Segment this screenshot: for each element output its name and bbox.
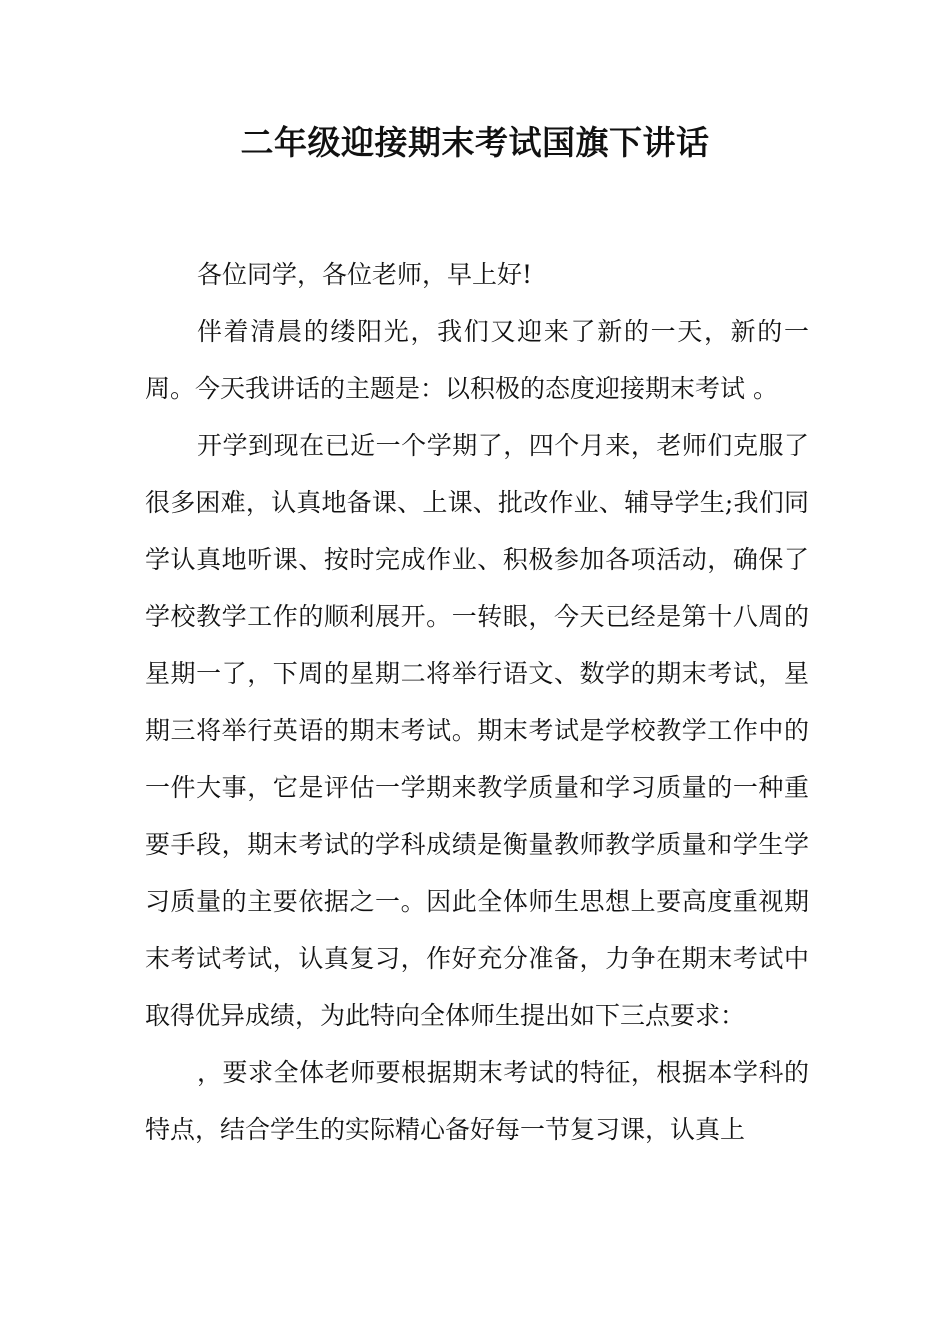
paragraph-requirement-1: ，要求全体老师要根据期末考试的特征，根据本学科的特点，结合学生的实际精心备好每一节复习课，认真上 [145,1058,809,1144]
paragraph-greeting: 各位同学，各位老师，早上好! [197,260,533,289]
paragraph-topic: 伴着清晨的缕阳光，我们又迎来了新的一天，新的一周。今天我讲话的主题是：以积极的态度迎接期末考试 。 [145,317,809,403]
paragraph-main: 开学到现在已近一个学期了，四个月来，老师们克服了很多困难，认真地备课、上课、批改作业、辅导学生;我们同学认真地听课、按时完成作业、积极参加各项活动，确保了学校教学工作的顺利展开。一转眼，今天已经是第十八周的星期一了，下周的星期二将举行语文、数学的期末考试，星期三将举行英语的期末考试。期末考试是学校教学工作中的一件大事，它是评估一学期来教学质量和学习质量的一种重要手段，期末考试的学科成绩是衡量教师教学质量和学生学习质量的主要依据之一。因此全体师生思想上要高度重视期末考试考试，认真复习，作好充分准备，力争在期末考试中取得优异成绩，为此特向全体师生提出如下三点要求： [145,431,809,1030]
document-title: 二年级迎接期末考试国旗下讲话 [240,123,710,162]
document-body [145,246,809,1158]
